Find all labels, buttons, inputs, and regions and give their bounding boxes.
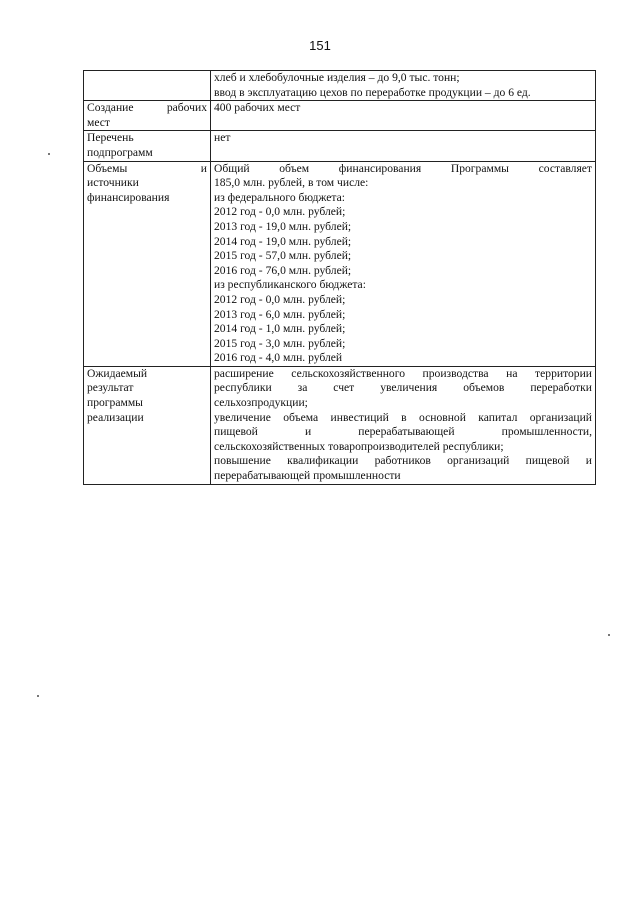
- row-label-empty: [84, 71, 211, 101]
- label-line: Создание рабочих: [87, 101, 207, 115]
- row-label: [84, 101, 211, 131]
- content-line: 2013 год - 19,0 млн. рублей;: [214, 219, 352, 233]
- table-row-jobs: [84, 101, 596, 131]
- row-content: [211, 71, 596, 101]
- content-line: 2015 год - 3,0 млн. рублей;: [214, 336, 346, 350]
- row-label: [84, 161, 211, 366]
- row-label: [84, 131, 211, 161]
- label-line: Перечень: [87, 131, 134, 145]
- content-line: расширение сельскохозяйственного производства на территории: [214, 366, 592, 380]
- row-content: [211, 366, 596, 484]
- content-line: 2012 год - 0,0 млн. рублей;: [214, 292, 346, 306]
- label-line: источники: [87, 176, 139, 190]
- content-line: хлеб и хлебобулочные изделия – до 9,0 тыс. тонн;: [214, 71, 460, 84]
- content-line: из республиканского бюджета:: [214, 278, 366, 292]
- scan-speck: [37, 695, 39, 697]
- content-line: 2016 год - 4,0 млн. рублей: [214, 351, 343, 365]
- row-content: [211, 161, 596, 366]
- content-line: 2014 год - 1,0 млн. рублей;: [214, 322, 346, 336]
- table-row-expected-results: [84, 366, 596, 484]
- content-line: 2013 год - 6,0 млн. рублей;: [214, 307, 346, 321]
- label-line: финансирования: [87, 190, 170, 204]
- content-line: 2016 год - 76,0 млн. рублей;: [214, 263, 352, 277]
- content-line: 185,0 млн. рублей, в том числе:: [214, 176, 369, 190]
- content-line: 2012 год - 0,0 млн. рублей;: [214, 205, 346, 219]
- content-line: 2014 год - 19,0 млн. рублей;: [214, 234, 352, 248]
- label-line: подпрограмм: [87, 145, 153, 159]
- label-line: мест: [87, 115, 110, 129]
- label-line: реализации: [87, 410, 144, 424]
- page-number: 151: [309, 38, 331, 53]
- content-line: ввод в эксплуатацию цехов по переработке продукции – до 6 ед.: [214, 85, 531, 99]
- content-line: 400 рабочих мест: [214, 101, 301, 115]
- row-label: [84, 366, 211, 484]
- row-content: [211, 131, 596, 161]
- content-line: из федерального бюджета:: [214, 190, 345, 204]
- row-content: [211, 101, 596, 131]
- scan-speck: [48, 153, 50, 155]
- content-line: пищевой и перерабатывающей промышленности,: [214, 425, 592, 439]
- table-row-subprograms: [84, 131, 596, 161]
- content-line: нет: [214, 131, 231, 145]
- content-line: повышение квалификации работников организаций пищевой и: [214, 454, 592, 468]
- table-row-financing: [84, 161, 596, 366]
- program-passport-table: [83, 70, 596, 485]
- content-line: перерабатывающей промышленности: [214, 469, 401, 483]
- content-line: сельхозпродукции;: [214, 396, 308, 410]
- content-line: 2015 год - 57,0 млн. рублей;: [214, 249, 352, 263]
- table-row-continuation: [84, 71, 596, 101]
- label-line: результат: [87, 381, 134, 395]
- scan-speck: [608, 634, 610, 636]
- content-line: сельскохозяйственных товаропроизводителей республики;: [214, 439, 504, 453]
- content-line: республики за счет увеличения объемов переработки: [214, 381, 592, 395]
- content-line: увеличение объема инвестиций в основной капитал организаций: [214, 410, 592, 424]
- label-line: Ожидаемый: [87, 366, 148, 380]
- label-line: Объемы и: [87, 161, 207, 175]
- content-line: Общий объем финансирования Программы составляет: [214, 161, 592, 175]
- label-line: программы: [87, 396, 143, 410]
